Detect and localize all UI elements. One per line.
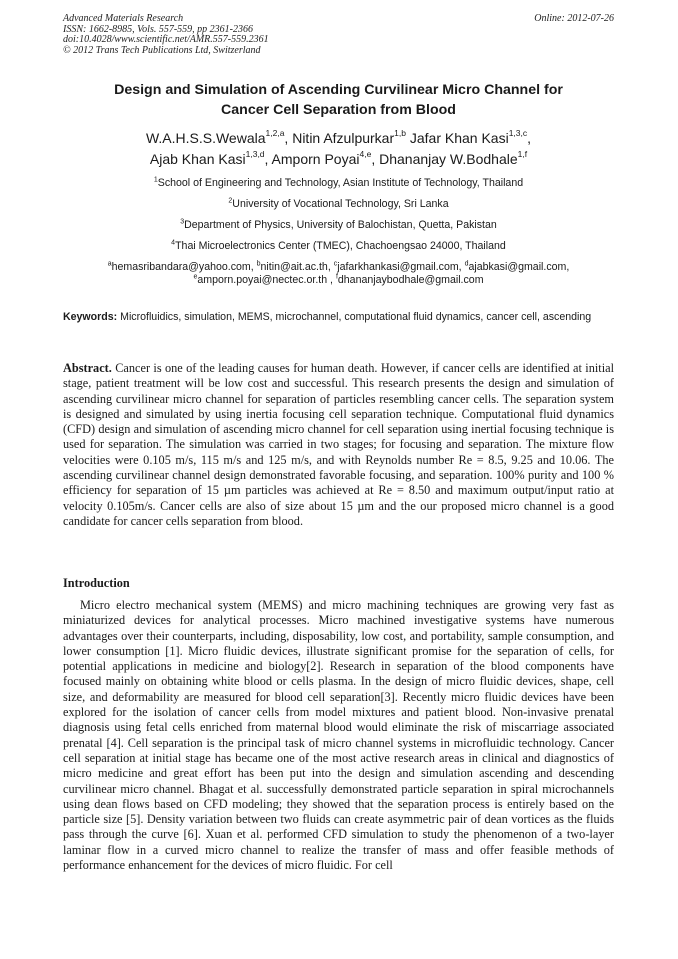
author-name: Amporn Poyai [271,151,360,167]
author-affiliation-mark: 1,f [517,149,528,160]
issn-line: ISSN: 1662-8985, Vols. 557-559, pp 2361-2366 [63,23,253,35]
doi-line: doi:10.4028/www.scientific.net/AMR.557-559.2361 [63,34,269,46]
title-line-2: Cancer Cell Separation from Blood [221,101,456,118]
section-heading: Introduction [63,576,130,590]
online-date: Online: 2012-07-26 [534,13,614,24]
email-address: amporn.poyai@nectec.or.th , [197,274,336,286]
copyright-line: © 2012 Trans Tech Publications Ltd, Switzerland [63,44,261,56]
keywords-text: Microfluidics, simulation, MEMS, microchannel, computational fluid dynamics, cancer cell, ascending [117,311,592,323]
title-line-1: Design and Simulation of Ascending Curvilinear Micro Channel for [114,82,563,98]
affiliation-mark: 3 [180,218,185,226]
affiliation-text: School of Engineering and Technology, Asian Institute of Technology, Thailand [157,177,524,189]
author-name: Ajab Khan Kasi [149,151,246,167]
author-affiliation-mark: 4,e [359,149,372,160]
affiliation-text: Thai Microelectronics Center (TMEC), Chachoengsao 24000, Thailand [175,240,506,252]
affiliation-text: University of Vocational Technology, Sri Lanka [232,198,449,210]
email-mark: f [335,273,338,281]
author-affiliation-mark: 1,3,c [508,128,528,139]
affiliation-mark: 4 [171,239,176,247]
affiliation-mark: 2 [228,197,233,205]
affiliation-text: Department of Physics, University of Balochistan, Quetta, Pakistan [184,219,497,231]
affiliation [63,219,614,232]
author-affiliation-mark: 1,3,d [245,149,265,160]
affiliation [63,198,614,211]
abstract [63,361,614,529]
email-mark: e [193,273,198,281]
email-address: jafarkhankasi@gmail.com, [337,261,465,273]
author-name: Jafar Khan Kasi [409,130,509,146]
email-mark: a [107,260,112,268]
email-address: nitin@ait.ac.th, [260,261,334,273]
email-address: hemasribandara@yahoo.com, [111,261,257,273]
email-address: dhananjaybodhale@gmail.com [337,274,484,286]
email-list [63,261,614,287]
affiliation-mark: 1 [153,176,158,184]
author-name: Dhananjay W.Bodhale [379,151,518,167]
journal-name: Advanced Materials Research [63,13,184,24]
abstract-text: Cancer is one of the leading causes for human death. However, if cancer cells are identified at initial stage, patient treatment will be low cost and successful. This research presents the design and simulation of ascending curvilinear micro channel for separation of particles resembling cancer cells. The separation system is designed and simulated by using inertia focusing cell separation technique. Computational fluid dynamics (CFD) design and simulation of ascending micro channel for cell separation using inertial focusing technique is used for separation. The simulation was carried in two stages; for focusing and separation. The mixture flow velocities were 0.105 m/s, 115 m/s and 125 m/s, and with Reynolds number Re = 8.5, 9.25 and 10.06. The ascending curvilinear channel design demonstrated favorable focusing, and separation. 100% purity and 100 % efficiency for separation of 15 µm particles was achieved at Re = 8.50 and maximum output/input ratio at velocity 0.105m/s. Cancer cells are also of size about 15 µm and the our proposed micro channel is a good candidate for cancer cells separation from blood. [63,361,614,528]
email-mark: d [464,260,469,268]
introduction-paragraph: Micro electro mechanical system (MEMS) and micro machining techniques are growing very fast as miniaturized devices for analytical processes. Micro machined investigative systems have numerous advantages over their counterparts, including, disposability, low cost, and portability, sample consumption, and lower consumption [1]. Micro fluidic devices, illustrate significant promise for the separation of cells, for potential applications in medicine and biology[2]. Research in separation of the blood components have focused mainly on obtaining white blood or cells plasma. In the design of micro fluidic devices, shape, cell size, and deformability are measured for blood cell separation[3]. Recently micro fluidic devices have been explored for the isolation of cancer cells from model mixtures and patient blood. Non-invasive prenatal diagnosis using fetal cells enriched from maternal blood would eliminate the risk of miscarriage associated prenatal [4]. Cell separation is the principal task of micro channel systems in microfluidic technology. Cancer cell separation at initial stage has became one of the most active research areas in clinical and diagnostics of micro medicine and great effort has been put into the design and simulation ascending and descending curvilinear micro channel. Bhagat et al. successfully demonstrated particle separation in spiral microchannels using dean flows based on CFD modeling; they showed that the separation process is entirely based on the particle size [5]. Density variation between two fluids can create asymmetric pair of dean vortices as the fluids pass through the curve [6]. Xuan et al. performed CFD simulation to study the phenomenon of a two-layer laminar flow in a curved micro channel to realize the transfer of mass and offer feasible methods of performance enhancement for the devices of micro fluidic. For cell [63,598,614,873]
author-name: Nitin Afzulpurkar [292,130,395,146]
keywords [63,311,614,325]
email-mark: c [333,260,338,268]
abstract-label: Abstract. [63,361,112,375]
email-address: ajabkasi@gmail.com, [468,261,570,273]
paper-title [63,81,614,120]
author-name: W.A.H.S.S.Wewala [145,130,266,146]
keywords-label: Keywords: [63,311,118,323]
affiliation [63,177,614,190]
author-affiliation-mark: 1,b [394,128,406,139]
author-list: W.A.H.S.S.Wewala$^{1,2,a}$, Nitin Afzulpurkar$^{1,b}$ Jafar Khan Kasi$^{1,3,c}$, Ajab Khan Kasi$^{1,3,d}$, Amporn Poyai$^{4,e}$, Dhananjay W.Bodhale$^{1,f}$ [145,128,532,167]
publication-info [63,14,269,56]
email-mark: b [256,260,261,268]
author-affiliation-mark: 1,2,a [265,128,285,139]
affiliation [63,240,614,253]
